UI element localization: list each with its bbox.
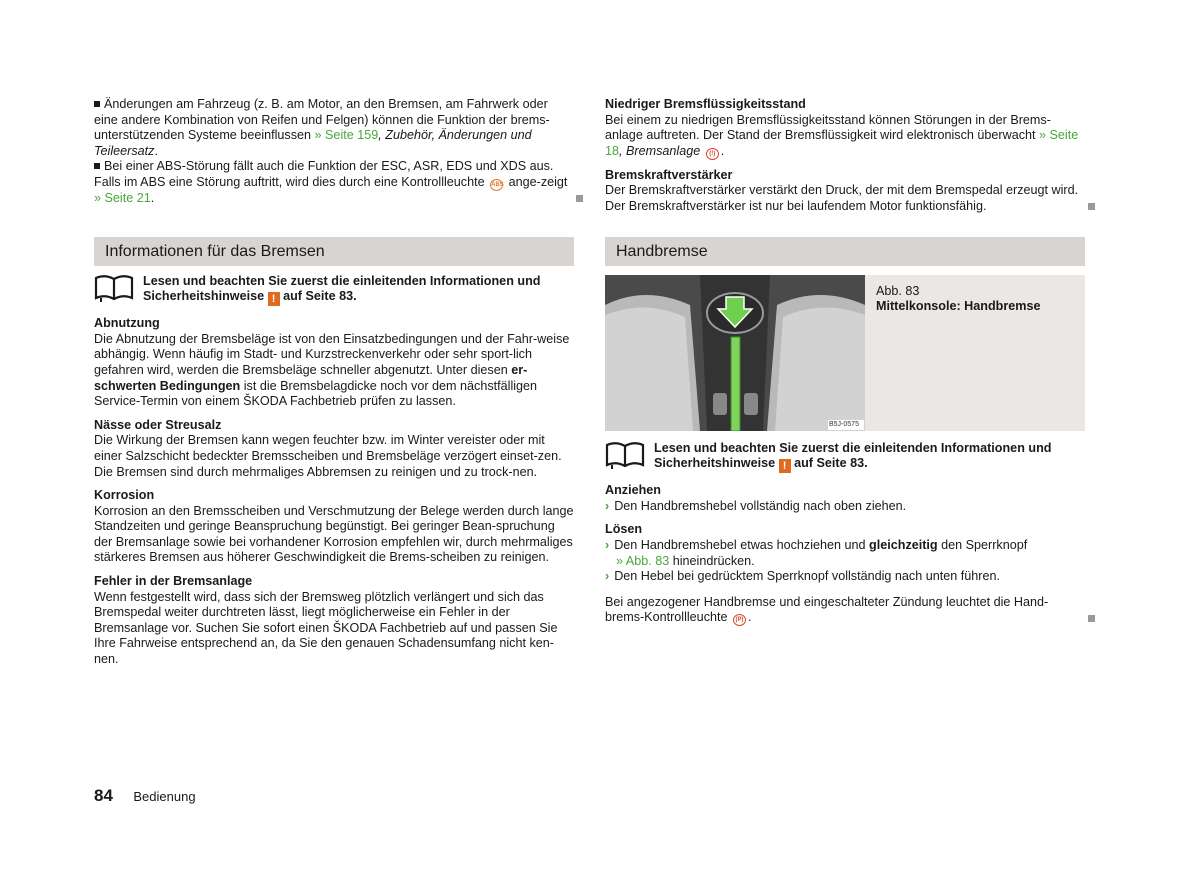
figure-title: Mittelkonsole: Handbremse: [876, 299, 1041, 314]
warning-icon: !: [268, 292, 280, 306]
bullet-square: [94, 101, 100, 107]
open-book-icon: [605, 441, 645, 469]
paragraph-naesse: Die Wirkung der Bremsen kann wegen feuchter bzw. im Winter vereister oder mit einer Salzschicht bedeckter Bremsscheiben und Bremsbeläge verzögert einset-zen. Die Bremsen sind durch mehrmaliges Abbremsen zu reinigen und zu trock-nen.: [94, 433, 562, 479]
step-arrow-icon: ›: [605, 498, 610, 513]
bullet-paragraph-1: Änderungen am Fahrzeug (z. B. am Motor, an den Bremsen, am Fahrwerk oder eine andere Kombination von Reifen und Felgen) können die Funktion der brems-unterstützenden Systeme beeinflussen » Seite 159, Zubehör, Änderungen und Teileersatz.: [94, 97, 550, 158]
parking-brake-icon: (P): [733, 614, 746, 626]
link-abb-83[interactable]: » Abb. 83: [616, 553, 670, 568]
heading-niedriger-stand: Niedriger Bremsflüssigkeitsstand: [605, 97, 806, 111]
step-arrow-icon: ›: [605, 569, 610, 584]
left-column: [94, 97, 574, 668]
link-seite-21[interactable]: » Seite 21: [94, 190, 151, 205]
bullet-square: [94, 163, 100, 169]
paragraph-abnutzung: Die Abnutzung der Bremsbeläge ist von den Einsatzbedingungen und der Fahr-weise abhängig. Wenn häufig im Stadt- und Kurzstreckenverkehr oder sehr sport-lich gefahren wird, werden die Bremsbeläge schneller abgenutzt. Unter diesen er-schwerten Bedingungen ist die Bremsbelagdicke noch vor dem nächstfälligen Service-Termin von einem ŠKODA Fachbetrieb prüfen zu lassen.: [94, 331, 570, 409]
section-title-bremsen: Informationen für das Bremsen: [94, 237, 574, 266]
chapter-label: Bedienung: [133, 789, 196, 804]
paragraph-fehler: Wenn festgestellt wird, dass sich der Bremsweg plötzlich verlängert und sich das Bremspedal weiter durchtreten lässt, liegt möglicherweise ein Fehler in der Bremsanlage vor. Suchen Sie sofort einen ŠKODA Fachbetrieb auf und passen Sie Ihre Fahrweise entsprechend an, da Sie den genauen Schadensumfang nicht ken-nen.: [94, 589, 558, 667]
warning-icon: !: [779, 459, 791, 473]
link-seite-18[interactable]: » Seite 18: [605, 128, 1079, 158]
figure-caption: [865, 275, 1040, 431]
step-loesen-2: › Den Hebel bei gedrücktem Sperrknopf vollständig nach unten führen.: [605, 569, 1000, 584]
handbrake-image: [605, 275, 865, 431]
paragraph-niedriger-stand: Bei einem zu niedrigen Bremsflüssigkeitsstand können Störungen in der Brems-anlage auftreten. Der Stand der Bremsflüssigkeit wird elektronisch überwacht » Seite 18, Bremsanlage (!) .: [605, 112, 1079, 158]
abs-warning-icon: ABS: [490, 179, 503, 191]
heading-korrosion: Korrosion: [94, 488, 155, 503]
safety-note: Lesen und beachten Sie zuerst die einleitenden Informationen und Sicherheitshinweise ! auf Seite 83.: [94, 274, 574, 307]
heading-bremskraftverstaerker: Bremskraftverstärker: [605, 167, 733, 182]
open-book-icon: [94, 274, 134, 302]
page-footer: [94, 786, 196, 806]
step-arrow-icon: ›: [605, 537, 610, 552]
safety-note: Lesen und beachten Sie zuerst die einleitenden Informationen und Sicherheitshinweise ! auf Seite 83.: [605, 441, 1085, 474]
figure-handbremse: [605, 275, 1085, 431]
heading-loesen: Lösen: [605, 522, 643, 537]
figure-number: Abb. 83: [876, 283, 920, 298]
paragraph-bremskraftverstaerker: Der Bremskraftverstärker verstärkt den Druck, der mit dem Bremspedal erzeugt wird. Der Bremskraftverstärker ist nur bei laufendem Motor funktionsfähig.: [605, 183, 1079, 213]
handbrake-illustration: [605, 275, 865, 431]
step-anziehen: › Den Handbremshebel vollständig nach oben ziehen.: [605, 498, 907, 513]
brake-warning-icon: (!): [706, 148, 719, 160]
section-end-marker: [576, 195, 583, 202]
heading-naesse: Nässe oder Streusalz: [94, 417, 222, 432]
heading-abnutzung: Abnutzung: [94, 316, 160, 331]
section-end-marker: [1088, 203, 1095, 210]
section-title-handbremse: Handbremse: [605, 237, 1085, 266]
figure-code: B5J-0575: [829, 420, 859, 428]
heading-anziehen: Anziehen: [605, 483, 661, 498]
heading-fehler: Fehler in der Bremsanlage: [94, 574, 253, 589]
section-end-marker: [1088, 615, 1095, 622]
paragraph-korrosion: Korrosion an den Bremsscheiben und Verschmutzung der Belege werden durch lange Standzeiten und geringe Beanspruchung begünstigt. Bei geringer Bean-spruchung der Bremsanlage sowie bei vorhandener Korrosion empfehlen wir, durch mehrmaliges stärkeres Bremsen aus höherer Geschwindigkeit die Brems-scheiben zu reinigen.: [94, 503, 574, 565]
page-number: 84: [94, 786, 113, 805]
right-column: [605, 97, 1085, 626]
link-seite-159[interactable]: » Seite 159: [314, 128, 379, 143]
bullet-paragraph-2: Bei einer ABS-Störung fällt auch die Funktion der ESC, ASR, EDS und XDS aus. Falls im ABS eine Störung auftritt, wird dies durch eine Kontrollleuchte ABS ange-zeigt » Seite 21.: [94, 159, 568, 205]
step-loesen-1: › Den Handbremshebel etwas hochziehen und gleichzeitig den Sperrknopf » Abb. 83 hineindrücken.: [605, 537, 1028, 568]
paragraph-kontrollleuchte: Bei angezogener Handbremse und eingeschalteter Zündung leuchtet die Hand-brems-Kontrollleuchte (P) .: [605, 594, 1049, 625]
